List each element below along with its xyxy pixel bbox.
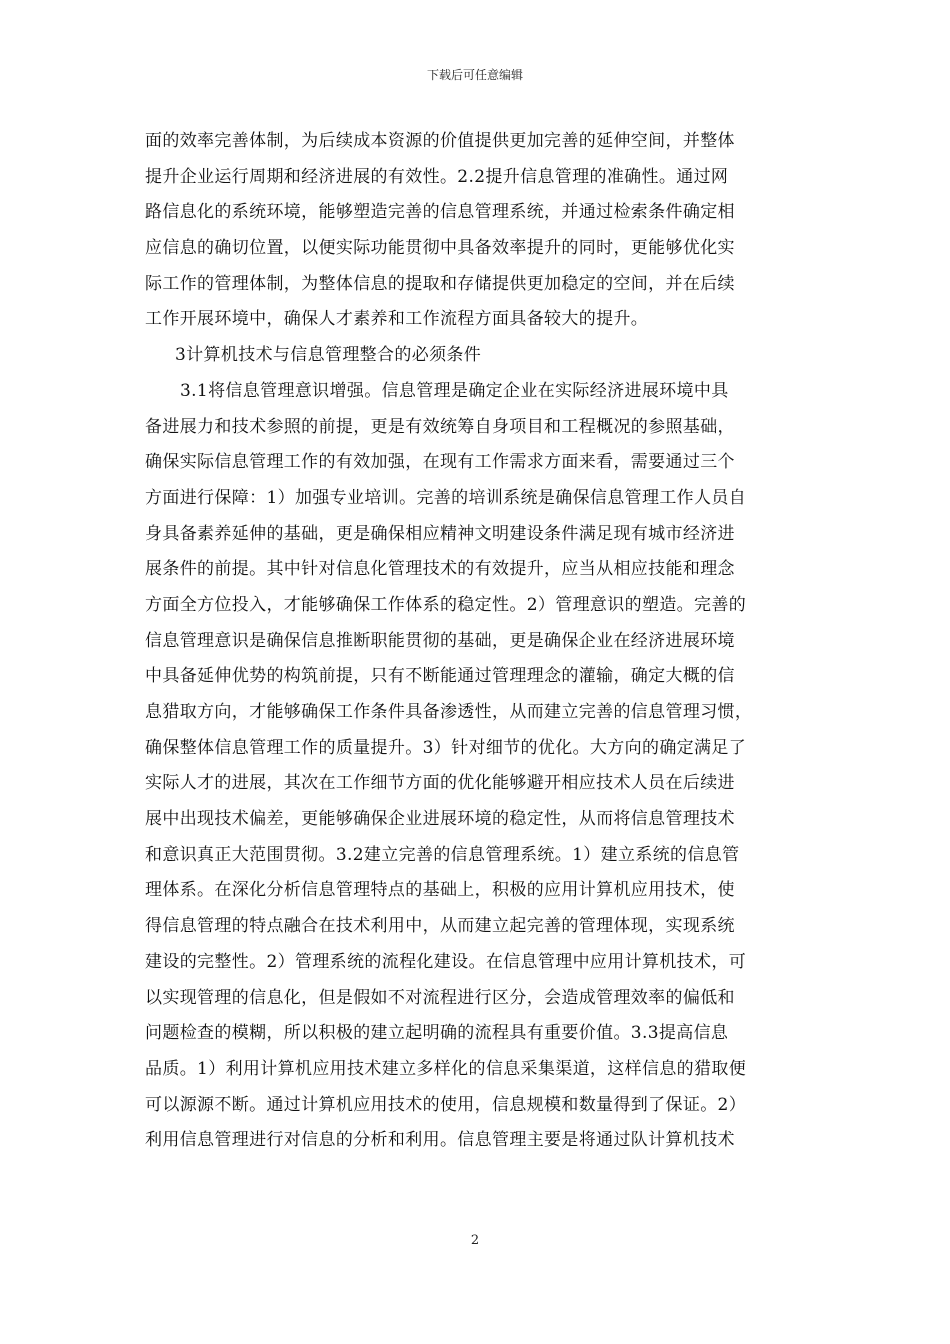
text-line: 理体系。在深化分析信息管理特点的基础上，积极的应用计算机应用技术，使 <box>145 880 735 901</box>
page-number: 2 <box>470 1233 480 1248</box>
section-heading: 3计算机技术与信息管理整合的必须条件 <box>175 345 482 366</box>
text-line: 确保实际信息管理工作的有效加强，在现有工作需求方面来看，需要通过三个 <box>145 452 735 473</box>
text-line: 方面全方位投入，才能够确保工作体系的稳定性。2）管理意识的塑造。完善的 <box>145 594 747 615</box>
text-line: 展条件的前提。其中针对信息化管理技术的有效提升，应当从相应技能和理念 <box>145 559 735 580</box>
body-text <box>145 124 815 1159</box>
text-line: 可以源源不断。通过计算机应用技术的使用，信息规模和数量得到了保证。2） <box>145 1094 747 1115</box>
text-line: 以实现管理的信息化，但是假如不对流程进行区分，会造成管理效率的偏低和 <box>145 987 735 1008</box>
text-line: 身具备素养延伸的基础，更是确保相应精神文明建设条件满足现有城市经济进 <box>145 523 735 544</box>
text-line: 信息管理意识是确保信息推断职能贯彻的基础，更是确保企业在经济进展环境 <box>145 630 735 651</box>
text-line: 应信息的确切位置，以便实际功能贯彻中具备效率提升的同时，更能够优化实 <box>145 238 735 259</box>
text-line: 中具备延伸优势的构筑前提，只有不断能通过管理理念的灌输，确定大概的信 <box>145 666 735 687</box>
text-line: 得信息管理的特点融合在技术利用中，从而建立起完善的管理体现，实现系统 <box>145 916 735 937</box>
text-line: 实际人才的进展，其次在工作细节方面的优化能够避开相应技术人员在后续进 <box>145 773 735 794</box>
text-line: 方面进行保障：1）加强专业培训。完善的培训系统是确保信息管理工作人员自 <box>145 487 747 508</box>
text-line: 3.1将信息管理意识增强。信息管理是确定企业在实际经济进展环境中具 <box>180 380 729 401</box>
text-line: 建设的完整性。2）管理系统的流程化建设。在信息管理中应用计算机技术，可 <box>145 951 747 972</box>
text-line: 备进展力和技术参照的前提，更是有效统筹自身项目和工程概况的参照基础， <box>145 416 735 437</box>
text-line: 利用信息管理进行对信息的分析和利用。信息管理主要是将通过队计算机技术 <box>145 1130 735 1151</box>
text-line: 确保整体信息管理工作的质量提升。3）针对细节的优化。大方向的确定满足了 <box>145 737 747 758</box>
text-line: 息猎取方向，才能够确保工作条件具备渗透性，从而建立完善的信息管理习惯， <box>145 702 753 722</box>
text-line: 和意识真正大范围贯彻。3.2建立完善的信息管理系统。1）建立系统的信息管 <box>145 844 740 865</box>
text-line: 路信息化的系统环境，能够塑造完善的信息管理系统，并通过检索条件确定相 <box>145 202 735 223</box>
text-line: 工作开展环境中，确保人才素养和工作流程方面具备较大的提升。 <box>145 309 649 330</box>
text-line: 面的效率完善体制，为后续成本资源的价值提供更加完善的延伸空间，并整体 <box>145 131 735 151</box>
text-line: 品质。1）利用计算机应用技术建立多样化的信息采集渠道，这样信息的猎取便 <box>145 1058 747 1079</box>
text-line: 提升企业运行周期和经济进展的有效性。2.2提升信息管理的准确性。通过网 <box>145 166 729 187</box>
text-line: 展中出现技术偏差，更能够确保企业进展环境的稳定性，从而将信息管理技术 <box>145 809 735 830</box>
page-header: 下载后可任意编辑 <box>426 68 523 82</box>
text-line: 际工作的管理体制，为整体信息的提取和存储提供更加稳定的空间，并在后续 <box>145 273 735 294</box>
text-line: 问题检查的模糊，所以积极的建立起明确的流程具有重要价值。3.3提高信息 <box>145 1023 729 1044</box>
